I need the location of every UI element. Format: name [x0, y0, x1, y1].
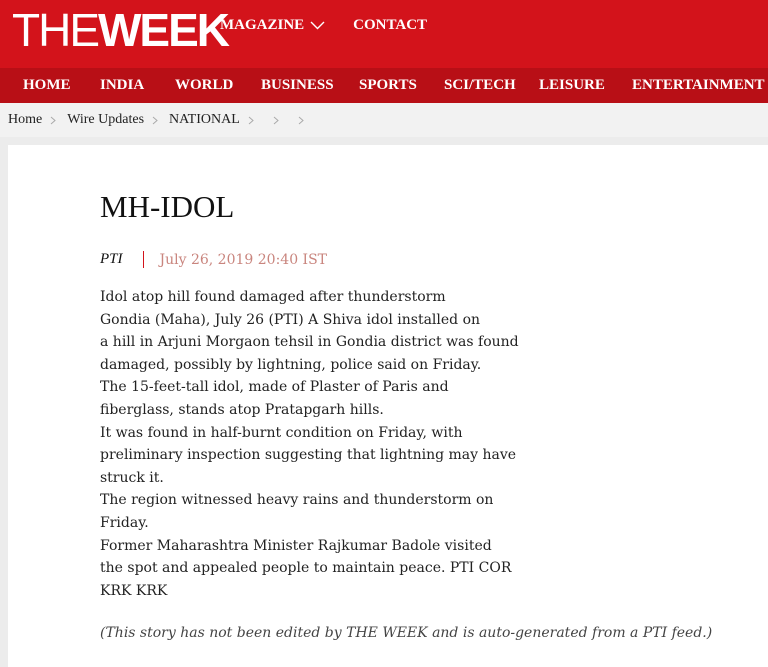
the-week-logo[interactable] [12, 4, 228, 56]
article-body [100, 286, 570, 602]
nav-leisure[interactable]: LEISURE [539, 77, 605, 93]
nav-world[interactable]: WORLD [175, 77, 234, 93]
top-links [220, 17, 455, 34]
magazine-menu[interactable] [220, 17, 325, 34]
chevron-right-icon [298, 116, 304, 125]
article-paragraph: Former Maharashtra Minister Rajkumar Badole visited the spot and appealed people to maintain peace. PTI COR KRK KRK [100, 537, 512, 599]
breadcrumb [0, 103, 768, 137]
contact-link[interactable] [353, 17, 427, 34]
nav-entertainment[interactable]: ENTERTAINMENT [632, 77, 765, 93]
breadcrumb-national[interactable]: NATIONAL [169, 112, 240, 127]
logo-week: WEEK [98, 4, 228, 56]
logo-the: THE [12, 4, 98, 56]
article-title: MH-IDOL [100, 189, 235, 224]
magazine-label: MAGAZINE [220, 17, 305, 33]
contact-label: CONTACT [353, 17, 428, 33]
chevron-right-icon [50, 116, 56, 125]
article-source: PTI [100, 251, 123, 267]
top-header [0, 0, 768, 68]
chevron-right-icon [273, 116, 279, 125]
article-meta [100, 251, 327, 268]
article-card [8, 145, 768, 667]
article-disclaimer: (This story has not been edited by THE WEEK and is auto-generated from a PTI feed.) [100, 625, 713, 641]
meta-divider [143, 251, 144, 268]
nav-india[interactable]: INDIA [100, 77, 145, 93]
article-paragraph: Gondia (Maha), July 26 (PTI) A Shiva idol installed on a hill in Arjuni Morgaon tehsil in Gondia district was found damaged, possibly by lightning, police said on Friday. [100, 311, 519, 373]
chevron-right-icon [152, 116, 158, 125]
chevron-right-icon [248, 116, 254, 125]
article-paragraph: It was found in half-burnt condition on Friday, with preliminary inspection suggesting that lightning may have struck it. [100, 424, 517, 486]
nav-scitech[interactable]: SCI/TECH [444, 77, 516, 93]
article-paragraph: Idol atop hill found damaged after thunderstorm [100, 289, 446, 305]
article-paragraph: The region witnessed heavy rains and thunderstorm on Friday. [100, 492, 494, 531]
nav-home[interactable]: HOME [23, 77, 71, 93]
main-nav [0, 68, 768, 103]
article-date: July 26, 2019 20:40 IST [159, 251, 328, 268]
nav-sports[interactable]: SPORTS [359, 77, 417, 93]
nav-business[interactable]: BUSINESS [261, 77, 334, 93]
breadcrumb-wire-updates[interactable]: Wire Updates [67, 112, 145, 127]
chevron-down-icon [310, 21, 325, 30]
article-paragraph: The 15-feet-tall idol, made of Plaster of Paris and fiberglass, stands atop Pratapgarh hills. [100, 379, 449, 418]
breadcrumb-home[interactable]: Home [8, 112, 43, 127]
